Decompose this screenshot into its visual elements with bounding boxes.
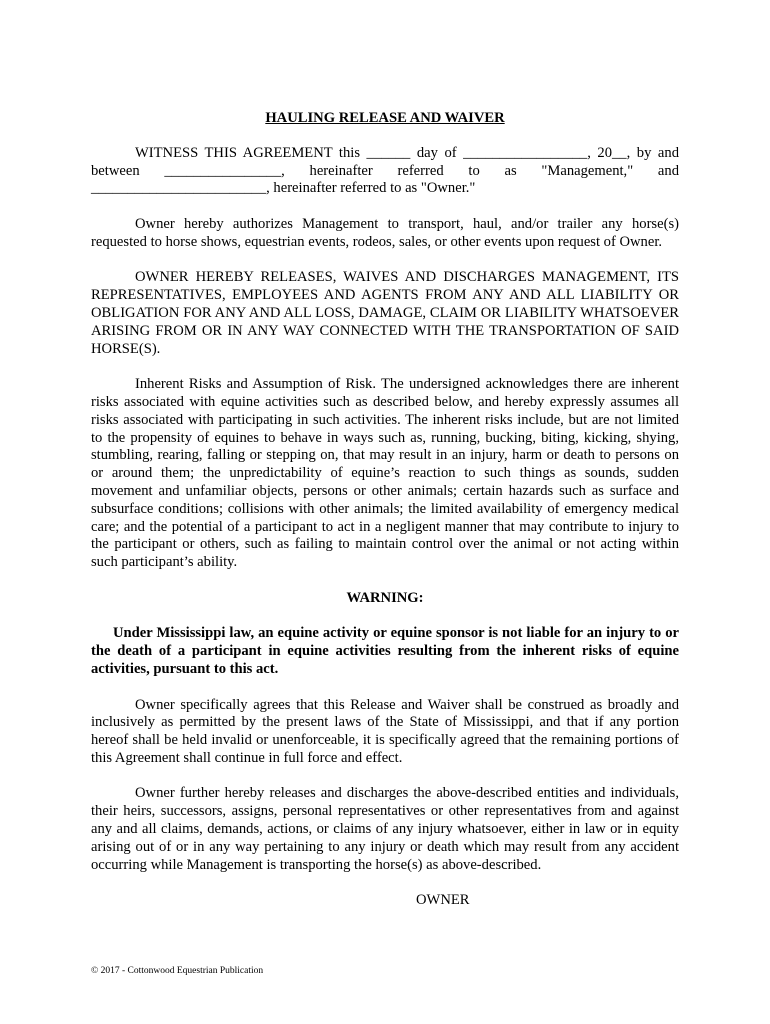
inherent-risks-paragraph: Inherent Risks and Assumption of Risk. The undersigned acknowledges there are inherent risks associated with equine activities such as described below, and hereby expressly assumes all risks associated with participating in such activities. The inherent risks include, but are not limited to the propensity of equines to behave in ways such as, running, bucking, biting, kicking, shying, stumbling, rearing, falling or stepping on, that may result in an injury, harm or death to persons on or around them; the unpredictability of equine’s reaction to such things as sounds, sudden movement and unfamiliar objects, persons or other animals; certain hazards such as surface and subsurface conditions; collisions with other animals; the limited availability of emergency medical care; and the potential of a participant to act in a negligent manner that may contribute to injury to the participant or others, such as failing to maintain control over the animal or not acting within such participant’s ability.: [91, 376, 679, 571]
warning-heading: WARNING:: [346, 589, 424, 606]
construction-paragraph: Owner specifically agrees that this Release and Waiver shall be construed as broadly and inclusively as permitted by the present laws of the State of Mississippi, and that if any portion hereof shall be held invalid or unenforceable, it is specifically agreed that the remaining portions of this Agreement shall continue in full force and effect.: [91, 696, 679, 766]
warning-paragraph: Under Mississippi law, an equine activity or equine sponsor is not liable for an injury to or the death of a participant in equine activities resulting from the inherent risks of equine activities, pursuant to this act.: [91, 625, 679, 677]
copyright-footer: © 2017 - Cottonwood Equestrian Publication: [91, 966, 264, 976]
owner-signature-label: OWNER: [416, 892, 470, 909]
release-paragraph: OWNER HEREBY RELEASES, WAIVES AND DISCHARGES MANAGEMENT, ITS REPRESENTATIVES, EMPLOYEES AND AGENTS FROM ANY AND ALL LIABILITY OR OBLIGATION FOR ANY AND ALL LOSS, DAMAGE, CLAIM OR LIABILITY WHATSOEVER ARISING FROM OR IN ANY WAY CONNECTED WITH THE TRANSPORTATION OF SAID HORSE(S).: [91, 269, 679, 357]
document-title: HAULING RELEASE AND WAIVER: [265, 110, 505, 126]
further-release-paragraph: Owner further hereby releases and discharges the above-described entities and individuals, their heirs, successors, assigns, personal representatives or other representatives from and against any and all claims, demands, actions, or claims of any injury whatsoever, either in law or in equity arising out of or in any way pertaining to any injury or death which may result from any accident occurring while Management is transporting the horse(s) as above-described.: [91, 785, 679, 873]
authorization-paragraph: Owner hereby authorizes Management to transport, haul, and/or trailer any horse(s) requested to horse shows, equestrian events, rodeos, sales, or other events upon request of Owner.: [91, 215, 679, 250]
witness-paragraph: WITNESS THIS AGREEMENT this ______ day of _________________, 20__, by and between ________________, hereinafter referred to as "Management," and ________________________, hereinafter referred to as "Owner.": [91, 144, 679, 197]
document-page: [91, 110, 679, 910]
